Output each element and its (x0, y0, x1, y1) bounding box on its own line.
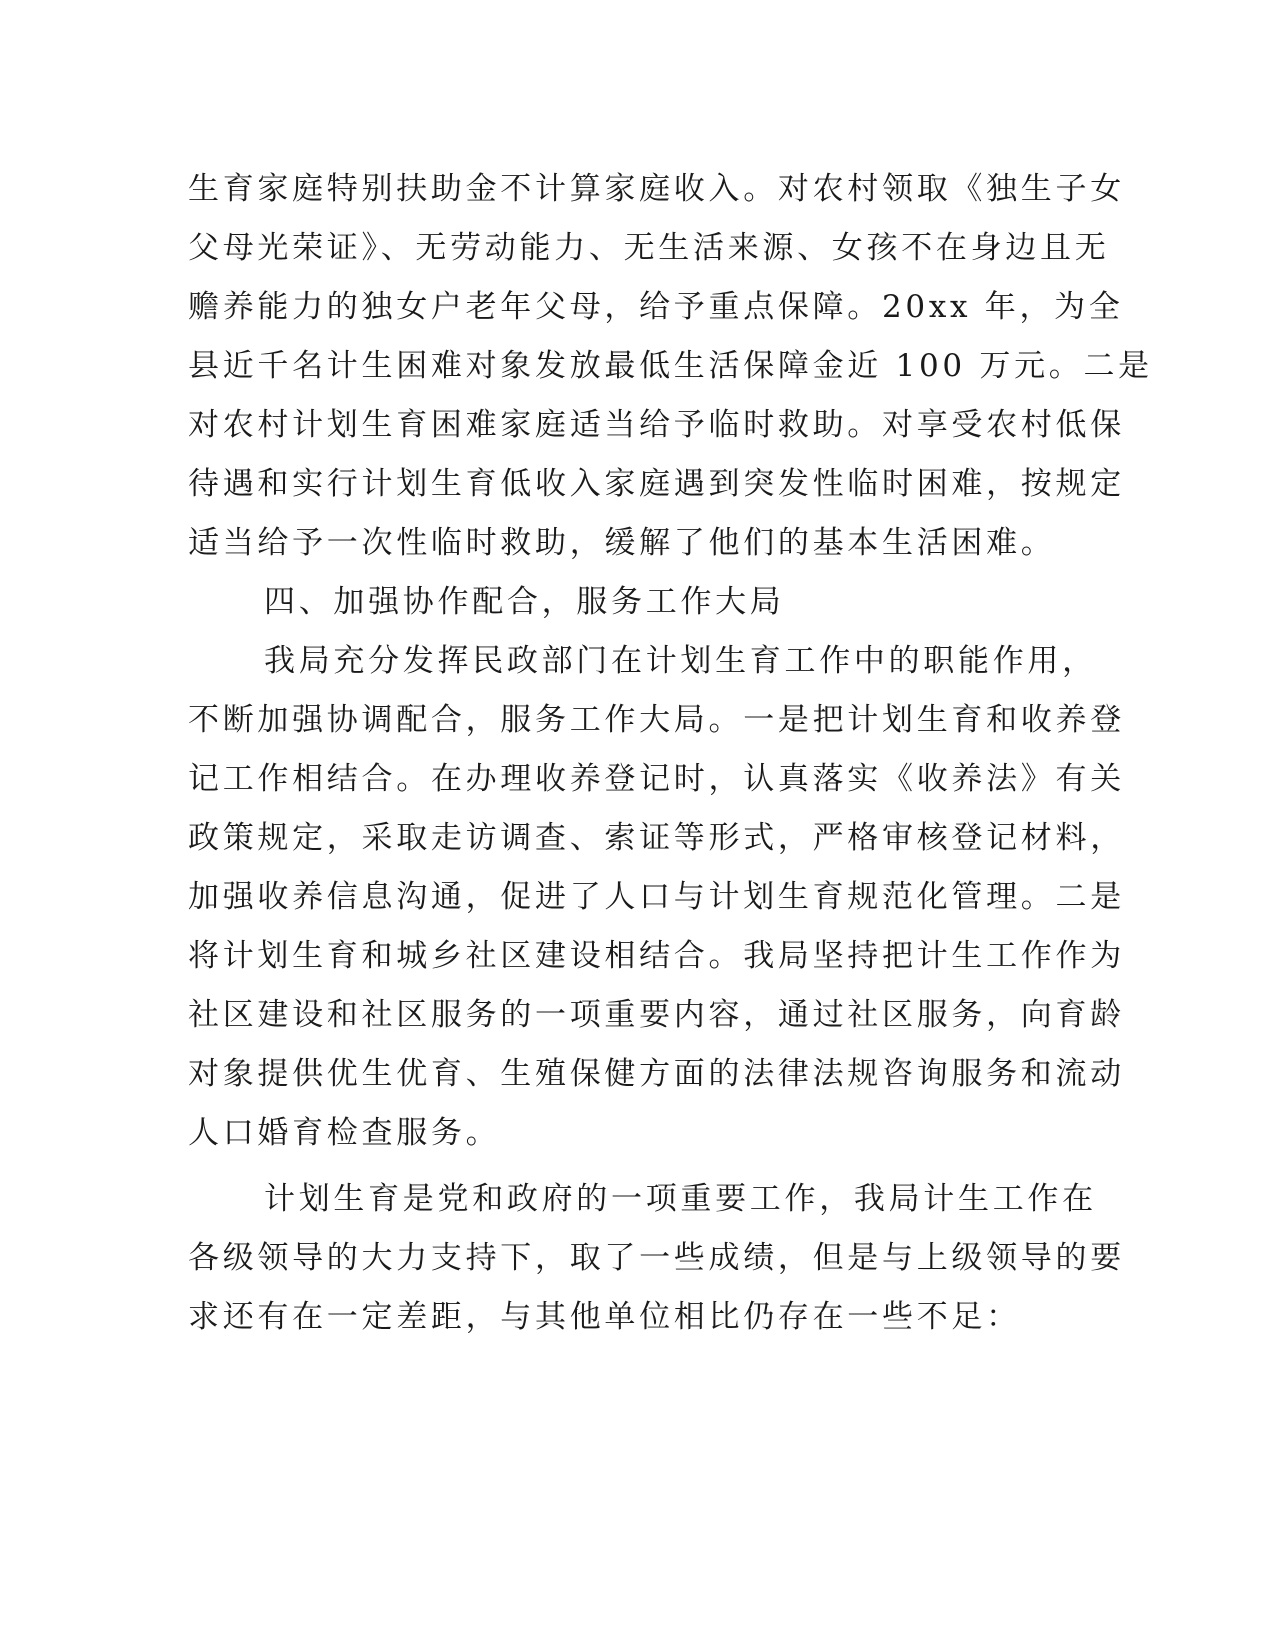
paragraph-coordination (188, 632, 1125, 1163)
paragraph-line: 记工作相结合。在办理收养登记时，认真落实《收养法》有关 (188, 761, 1125, 797)
paragraph-line: 各级领导的大力支持下，取了一些成绩，但是与上级领导的要 (188, 1240, 1125, 1276)
paragraph-line: 计划生育是党和政府的一项重要工作，我局计生工作在 (264, 1181, 1097, 1217)
paragraph-line: 人口婚育检查服务。 (188, 1115, 501, 1151)
paragraph-line: 求还有在一定差距，与其他单位相比仍存在一些不足： (188, 1299, 1021, 1335)
paragraph-line: 我局充分发挥民政部门在计划生育工作中的职能作用， (264, 643, 1097, 679)
paragraph-summary (188, 1170, 1125, 1347)
paragraph-line: 社区建设和社区服务的一项重要内容，通过社区服务，向育龄 (188, 997, 1125, 1033)
paragraph-family-assistance (188, 160, 1153, 573)
paragraph-line: 待遇和实行计划生育低收入家庭遇到突发性临时困难，按规定 (188, 466, 1125, 502)
paragraph-line: 加强收养信息沟通，促进了人口与计划生育规范化管理。二是 (188, 879, 1125, 915)
paragraph-line: 生育家庭特别扶助金不计算家庭收入。对农村领取《独生子女 (188, 171, 1125, 207)
paragraph-line: 适当给予一次性临时救助，缓解了他们的基本生活困难。 (188, 525, 1056, 561)
paragraph-line: 对象提供优生优育、生殖保健方面的法律法规咨询服务和流动 (188, 1056, 1125, 1092)
paragraph-line: 赡养能力的独女户老年父母，给予重点保障。20xx 年，为全 (188, 289, 1124, 325)
paragraph-line: 县近千名计生困难对象发放最低生活保障金近 100 万元。二是 (188, 348, 1153, 384)
paragraph-line: 政策规定，采取走访调查、索证等形式，严格审核登记材料， (188, 820, 1125, 856)
paragraph-line: 对农村计划生育困难家庭适当给予临时救助。对享受农村低保 (188, 407, 1125, 443)
paragraph-line: 父母光荣证》、无劳动能力、无生活来源、女孩不在身边且无 (188, 230, 1110, 266)
paragraph-line: 不断加强协调配合，服务工作大局。一是把计划生育和收养登 (188, 702, 1125, 738)
document-body (188, 160, 1153, 1347)
paragraph-line: 将计划生育和城乡社区建设相结合。我局坚持把计生工作作为 (188, 938, 1125, 974)
section-heading: 四、加强协作配合，服务工作大局 (264, 584, 785, 620)
